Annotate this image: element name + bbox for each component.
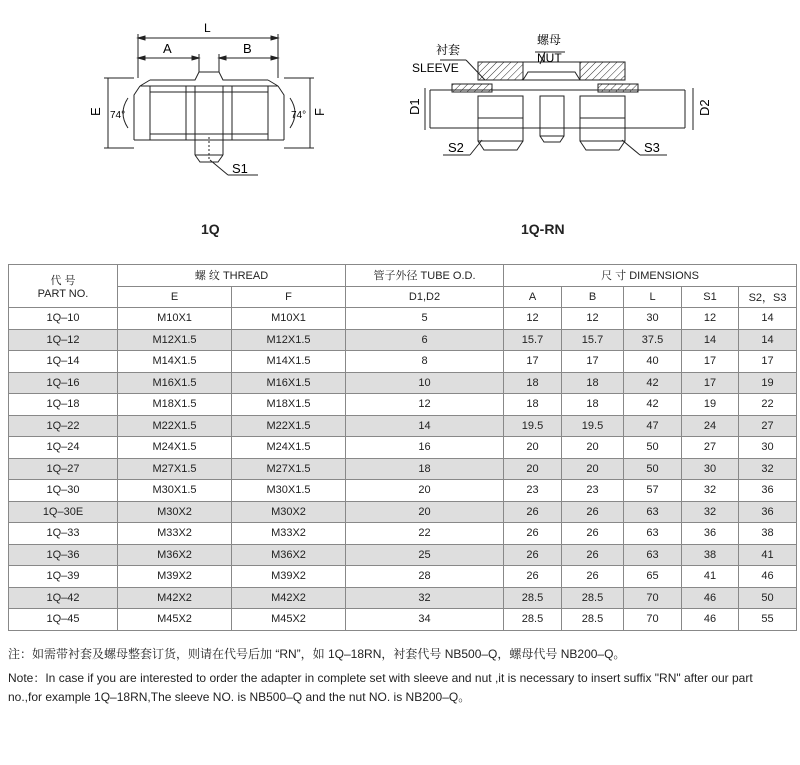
technical-drawings bbox=[0, 0, 800, 255]
table-cell: 12 bbox=[562, 308, 624, 330]
table-cell: M12X1.5 bbox=[232, 329, 346, 351]
header-A: A bbox=[504, 286, 562, 308]
table-cell: 65 bbox=[624, 566, 682, 588]
table-cell: M18X1.5 bbox=[118, 394, 232, 416]
table-cell: M27X1.5 bbox=[118, 458, 232, 480]
table-cell: 46 bbox=[682, 587, 739, 609]
table-cell: 18 bbox=[562, 394, 624, 416]
table-cell: 20 bbox=[504, 437, 562, 459]
table-row bbox=[9, 480, 797, 502]
table-cell: 1Q–30 bbox=[9, 480, 118, 502]
table-row bbox=[9, 329, 797, 351]
header-S1: S1 bbox=[682, 286, 739, 308]
table-cell: 1Q–27 bbox=[9, 458, 118, 480]
table-cell: M42X2 bbox=[232, 587, 346, 609]
table-cell: 17 bbox=[504, 351, 562, 373]
table-cell: 20 bbox=[562, 437, 624, 459]
table-cell: 17 bbox=[739, 351, 797, 373]
dim-L-label: L bbox=[204, 21, 211, 35]
note-en-line1: Note：In case if you are interested to order the adapter in complete set with sleeve and nut ,it is necessary to insert suffix "RN" after our part bbox=[8, 671, 753, 685]
table-cell: M30X1.5 bbox=[118, 480, 232, 502]
dim-E-label: E bbox=[88, 107, 103, 116]
header-part-no bbox=[9, 265, 118, 308]
table-cell: M10X1 bbox=[232, 308, 346, 330]
table-cell: 27 bbox=[739, 415, 797, 437]
table-cell: M18X1.5 bbox=[232, 394, 346, 416]
dim-S3-label: S3 bbox=[644, 140, 660, 155]
table-cell: 26 bbox=[562, 544, 624, 566]
table-cell: 20 bbox=[346, 501, 504, 523]
angle-left-label: 74° bbox=[110, 110, 126, 121]
table-cell: 19 bbox=[739, 372, 797, 394]
table-cell: M16X1.5 bbox=[118, 372, 232, 394]
table-cell: M14X1.5 bbox=[118, 351, 232, 373]
table-cell: 20 bbox=[562, 458, 624, 480]
dim-S1-label: S1 bbox=[232, 161, 248, 176]
header-dimensions: 尺 寸 DIMENSIONS bbox=[504, 265, 797, 287]
table-cell: 55 bbox=[739, 609, 797, 631]
note-cn: 注：如需带衬套及螺母整套订货，则请在代号后加 “RN”，如 1Q–18RN，衬套代号 NB500–Q，螺母代号 NB200–Q。 bbox=[8, 647, 626, 661]
table-row bbox=[9, 308, 797, 330]
table-cell: 1Q–24 bbox=[9, 437, 118, 459]
table-cell: M30X2 bbox=[118, 501, 232, 523]
drawing-1q bbox=[104, 34, 314, 175]
table-cell: 26 bbox=[504, 523, 562, 545]
header-D: D1,D2 bbox=[346, 286, 504, 308]
table-row bbox=[9, 351, 797, 373]
table-cell: 1Q–39 bbox=[9, 566, 118, 588]
table-cell: 32 bbox=[682, 501, 739, 523]
table-cell: 22 bbox=[346, 523, 504, 545]
dim-A-label: A bbox=[163, 41, 172, 56]
table-cell: 70 bbox=[624, 587, 682, 609]
table-cell: M30X1.5 bbox=[232, 480, 346, 502]
header-E: E bbox=[118, 286, 232, 308]
table-cell: 28 bbox=[346, 566, 504, 588]
table-cell: 41 bbox=[739, 544, 797, 566]
table-cell: 1Q–14 bbox=[9, 351, 118, 373]
table-cell: 18 bbox=[562, 372, 624, 394]
table-cell: 1Q–45 bbox=[9, 609, 118, 631]
table-row bbox=[9, 587, 797, 609]
table-cell: 14 bbox=[739, 329, 797, 351]
table-cell: 38 bbox=[682, 544, 739, 566]
table-cell: M36X2 bbox=[232, 544, 346, 566]
table-cell: 26 bbox=[562, 523, 624, 545]
table-cell: 19.5 bbox=[504, 415, 562, 437]
table-cell: 8 bbox=[346, 351, 504, 373]
sleeve-en-label: SLEEVE bbox=[412, 61, 459, 75]
table-cell: M14X1.5 bbox=[232, 351, 346, 373]
header-F: F bbox=[232, 286, 346, 308]
table-cell: 28.5 bbox=[504, 587, 562, 609]
table-cell: 32 bbox=[739, 458, 797, 480]
table-cell: M33X2 bbox=[118, 523, 232, 545]
table-cell: 42 bbox=[624, 394, 682, 416]
table-cell: 18 bbox=[504, 372, 562, 394]
table-cell: 46 bbox=[739, 566, 797, 588]
angle-right-label: 74° bbox=[291, 110, 307, 121]
table-cell: 14 bbox=[739, 308, 797, 330]
caption-1q-rn: 1Q-RN bbox=[521, 221, 565, 237]
sleeve-cn-label: 衬套 bbox=[436, 43, 461, 57]
header-part-en: PART NO. bbox=[37, 288, 89, 300]
table-cell: 28.5 bbox=[504, 609, 562, 631]
table-cell: M30X2 bbox=[232, 501, 346, 523]
table-cell: 32 bbox=[682, 480, 739, 502]
table-cell: 28.5 bbox=[562, 587, 624, 609]
table-cell: 6 bbox=[346, 329, 504, 351]
table-cell: 17 bbox=[682, 372, 739, 394]
table-cell: 12 bbox=[504, 308, 562, 330]
table-cell: 1Q–10 bbox=[9, 308, 118, 330]
table-cell: M12X1.5 bbox=[118, 329, 232, 351]
table-cell: 26 bbox=[562, 501, 624, 523]
table-cell: 22 bbox=[739, 394, 797, 416]
note-en-line2: no.,for example 1Q–18RN,The sleeve NO. is NB500–Q and the nut NO. is NB200–Q。 bbox=[8, 690, 471, 704]
dim-D2-label: D2 bbox=[697, 99, 712, 116]
header-thread: 螺 纹 THREAD bbox=[118, 265, 346, 287]
table-cell: 63 bbox=[624, 544, 682, 566]
dim-D1-label: D1 bbox=[407, 98, 422, 115]
table-cell: 24 bbox=[682, 415, 739, 437]
table-cell: 70 bbox=[624, 609, 682, 631]
table-cell: 26 bbox=[562, 566, 624, 588]
table-cell: 1Q–18 bbox=[9, 394, 118, 416]
table-cell: 14 bbox=[346, 415, 504, 437]
table-row bbox=[9, 609, 797, 631]
header-S23: S2，S3 bbox=[739, 286, 797, 308]
table-body bbox=[9, 308, 797, 631]
table-cell: 1Q–30E bbox=[9, 501, 118, 523]
table-cell: 25 bbox=[346, 544, 504, 566]
table-cell: 26 bbox=[504, 501, 562, 523]
table-row bbox=[9, 437, 797, 459]
table-cell: M16X1.5 bbox=[232, 372, 346, 394]
table-cell: 63 bbox=[624, 523, 682, 545]
table-cell: 1Q–22 bbox=[9, 415, 118, 437]
table-row bbox=[9, 501, 797, 523]
table-cell: M10X1 bbox=[118, 308, 232, 330]
table-cell: 1Q–36 bbox=[9, 544, 118, 566]
table-cell: 14 bbox=[682, 329, 739, 351]
table-cell: M24X1.5 bbox=[118, 437, 232, 459]
table-cell: 5 bbox=[346, 308, 504, 330]
table-row bbox=[9, 372, 797, 394]
caption-1q: 1Q bbox=[201, 221, 220, 237]
table-cell: 1Q–33 bbox=[9, 523, 118, 545]
header-B: B bbox=[562, 286, 624, 308]
table-cell: 34 bbox=[346, 609, 504, 631]
table-cell: 50 bbox=[624, 437, 682, 459]
table-row bbox=[9, 415, 797, 437]
dim-B-label: B bbox=[243, 41, 252, 56]
table-cell: 57 bbox=[624, 480, 682, 502]
table-cell: 15.7 bbox=[504, 329, 562, 351]
table-cell: 23 bbox=[562, 480, 624, 502]
table-cell: 50 bbox=[739, 587, 797, 609]
table-cell: 50 bbox=[624, 458, 682, 480]
table-cell: 20 bbox=[504, 458, 562, 480]
table-cell: M33X2 bbox=[232, 523, 346, 545]
table-cell: M39X2 bbox=[232, 566, 346, 588]
table-row bbox=[9, 566, 797, 588]
dim-S2-label: S2 bbox=[448, 140, 464, 155]
table-cell: 42 bbox=[624, 372, 682, 394]
table-cell: 27 bbox=[682, 437, 739, 459]
table-cell: 32 bbox=[346, 587, 504, 609]
table-cell: 18 bbox=[504, 394, 562, 416]
table-cell: 36 bbox=[682, 523, 739, 545]
table-cell: 16 bbox=[346, 437, 504, 459]
table-cell: 63 bbox=[624, 501, 682, 523]
table-cell: 17 bbox=[562, 351, 624, 373]
table-cell: 1Q–16 bbox=[9, 372, 118, 394]
table-cell: 1Q–42 bbox=[9, 587, 118, 609]
table-cell: 26 bbox=[504, 544, 562, 566]
table-cell: M27X1.5 bbox=[232, 458, 346, 480]
table-cell: 1Q–12 bbox=[9, 329, 118, 351]
table-cell: 36 bbox=[739, 480, 797, 502]
table-cell: M45X2 bbox=[232, 609, 346, 631]
table-cell: 40 bbox=[624, 351, 682, 373]
table-row bbox=[9, 458, 797, 480]
header-L: L bbox=[624, 286, 682, 308]
table-cell: 26 bbox=[504, 566, 562, 588]
table-cell: M45X2 bbox=[118, 609, 232, 631]
nut-cn-label: 螺母 bbox=[537, 33, 562, 47]
table-cell: 23 bbox=[504, 480, 562, 502]
table-cell: 15.7 bbox=[562, 329, 624, 351]
table-cell: 20 bbox=[346, 480, 504, 502]
table-cell: M36X2 bbox=[118, 544, 232, 566]
table-cell: 17 bbox=[682, 351, 739, 373]
table-cell: 47 bbox=[624, 415, 682, 437]
table-cell: 30 bbox=[624, 308, 682, 330]
table-cell: 41 bbox=[682, 566, 739, 588]
table-cell: M42X2 bbox=[118, 587, 232, 609]
table-row bbox=[9, 394, 797, 416]
table-cell: 28.5 bbox=[562, 609, 624, 631]
table-row bbox=[9, 523, 797, 545]
table-cell: 37.5 bbox=[624, 329, 682, 351]
table-cell: 30 bbox=[682, 458, 739, 480]
dim-F-label: F bbox=[312, 108, 327, 116]
table-cell: 46 bbox=[682, 609, 739, 631]
table-row bbox=[9, 544, 797, 566]
table-cell: 30 bbox=[739, 437, 797, 459]
table-cell: 19 bbox=[682, 394, 739, 416]
table-cell: 18 bbox=[346, 458, 504, 480]
table-cell: M22X1.5 bbox=[118, 415, 232, 437]
header-tube: 管子外径 TUBE O.D. bbox=[346, 265, 504, 287]
table-cell: 10 bbox=[346, 372, 504, 394]
spec-table bbox=[8, 264, 797, 631]
table-cell: M22X1.5 bbox=[232, 415, 346, 437]
table-cell: 38 bbox=[739, 523, 797, 545]
header-part-cn: 代 号 bbox=[50, 275, 76, 287]
table-cell: 12 bbox=[346, 394, 504, 416]
table-cell: M39X2 bbox=[118, 566, 232, 588]
nut-en-label: NUT bbox=[537, 51, 562, 65]
table-cell: 36 bbox=[739, 501, 797, 523]
table-cell: 19.5 bbox=[562, 415, 624, 437]
table-cell: 12 bbox=[682, 308, 739, 330]
table-cell: M24X1.5 bbox=[232, 437, 346, 459]
